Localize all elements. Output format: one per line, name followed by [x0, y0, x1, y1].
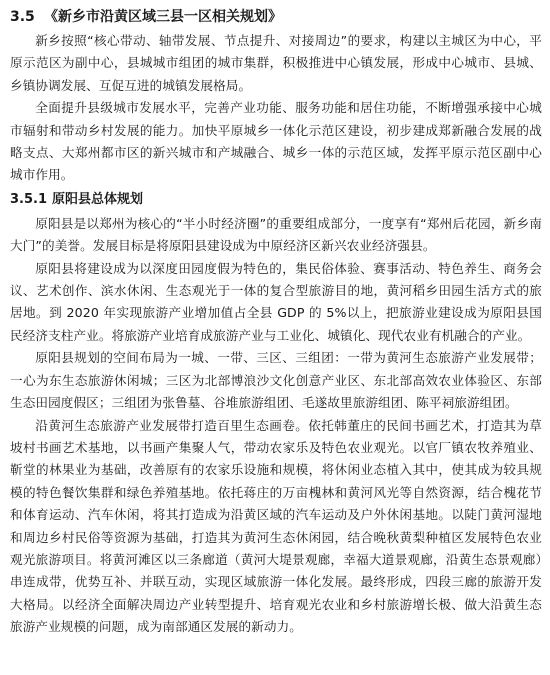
subsection-number: 3.5.1	[10, 191, 48, 207]
section-heading	[10, 6, 542, 28]
section-number: 3.5	[10, 9, 35, 25]
paragraph: 新乡按照“核心带动、轴带发展、节点提升、对接周边”的要求，构建以主城区为中心，平原示范区为副中心，县城城市组团的城市集群，积极推进中心镇发展，形成中心城市、县城、乡镇协调发展、互促互进的城镇发展格局。	[10, 33, 542, 93]
paragraph: 原阳县规划的空间布局为一城、一带、三区、三组团：一带为黄河生态旅游产业发展带；一心为东生态旅游休闲城；三区为北部博浪沙文化创意产业区、东北部高效农业体验区、东部生态田园度假区；三组团为张鲁墓、谷堆旅游组团、毛遂故里旅游组团、陈平祠旅游组团。	[10, 350, 542, 411]
document-page	[10, 6, 542, 639]
subsection-title: 原阳县总体规划	[52, 191, 144, 207]
paragraph: 原阳县是以郑州为核心的“半小时经济圈”的重要组成部分，一度享有“郑州后花园，新乡南大门”的美誉。发展目标是将原阳县建设成为中原经济区新兴农业经济强县。	[10, 215, 542, 254]
section-title: 《新乡市沿黄区域三县一区相关规划》	[44, 9, 282, 25]
subsection-heading	[10, 189, 542, 211]
paragraph: 全面提升县级城市发展水平，完善产业功能、服务功能和居住功能，不断增强承接中心城市辐射和带动乡村发展的能力。加快平原城乡一体化示范区建设，初步建成郑新融合发展的战略支点、大郑州都市区的新兴城市和产城融合、城乡一体的示范区域，发挥平原示范区副中心城市作用。	[10, 100, 542, 183]
paragraph: 沿黄河生态旅游产业发展带打造百里生态画卷。依托韩董庄的民间书画艺术，打造其为草坡村书画艺术基地，以书画产集聚人气，带动农家乐及特色农业观光。以官厂镇农牧养殖业、靳堂的林果业为基础，改善原有的农家乐设施和规模，将休闲业态植入其中，使其成为较具规模的特色餐饮集群和绿色养殖基地。依托蒋庄的万亩槐林和黄河风光等自然资源，结合槐花节和体育运动、汽车休闲，将其打造成为沿黄区域的汽车运动及户外休闲基地。以陡门黄河湿地和周边乡村民俗等资源为基础，打造其为黄河生态休闲园，结合晚秋黄梨种植区发展特色农业观光旅游项目。将黄河滩区以三条廊道（黄河大堤景观廊，幸福大道景观廊，沿黄生态景观廊）串连成带，优势互补、并联互动，实现区域旅游一体化发展。最终形成，四段三廊的旅游开发大格局。以经济全面解决周边产业转型提升、培育观光农业和乡村旅游增长极、做大沿黄生态旅游产业规模的问题，成为南部通区发展的新动力。	[10, 417, 542, 635]
paragraph: 原阳县将建设成为以深度田园度假为特色的，集民俗体验、赛事活动、特色养生、商务会议、艺术创作、滨水休闲、生态观光于一体的复合型旅游目的地，黄河稻乡田园生活方式的旅居地。到 2020 年实现旅游产业增加值占全县 GDP 的 5%以上，把旅游业建设成为原阳县国民经济支柱产业。将旅游产业培育成旅游产业与工业化、城镇化、现代农业有机融合的产业。	[10, 260, 542, 343]
